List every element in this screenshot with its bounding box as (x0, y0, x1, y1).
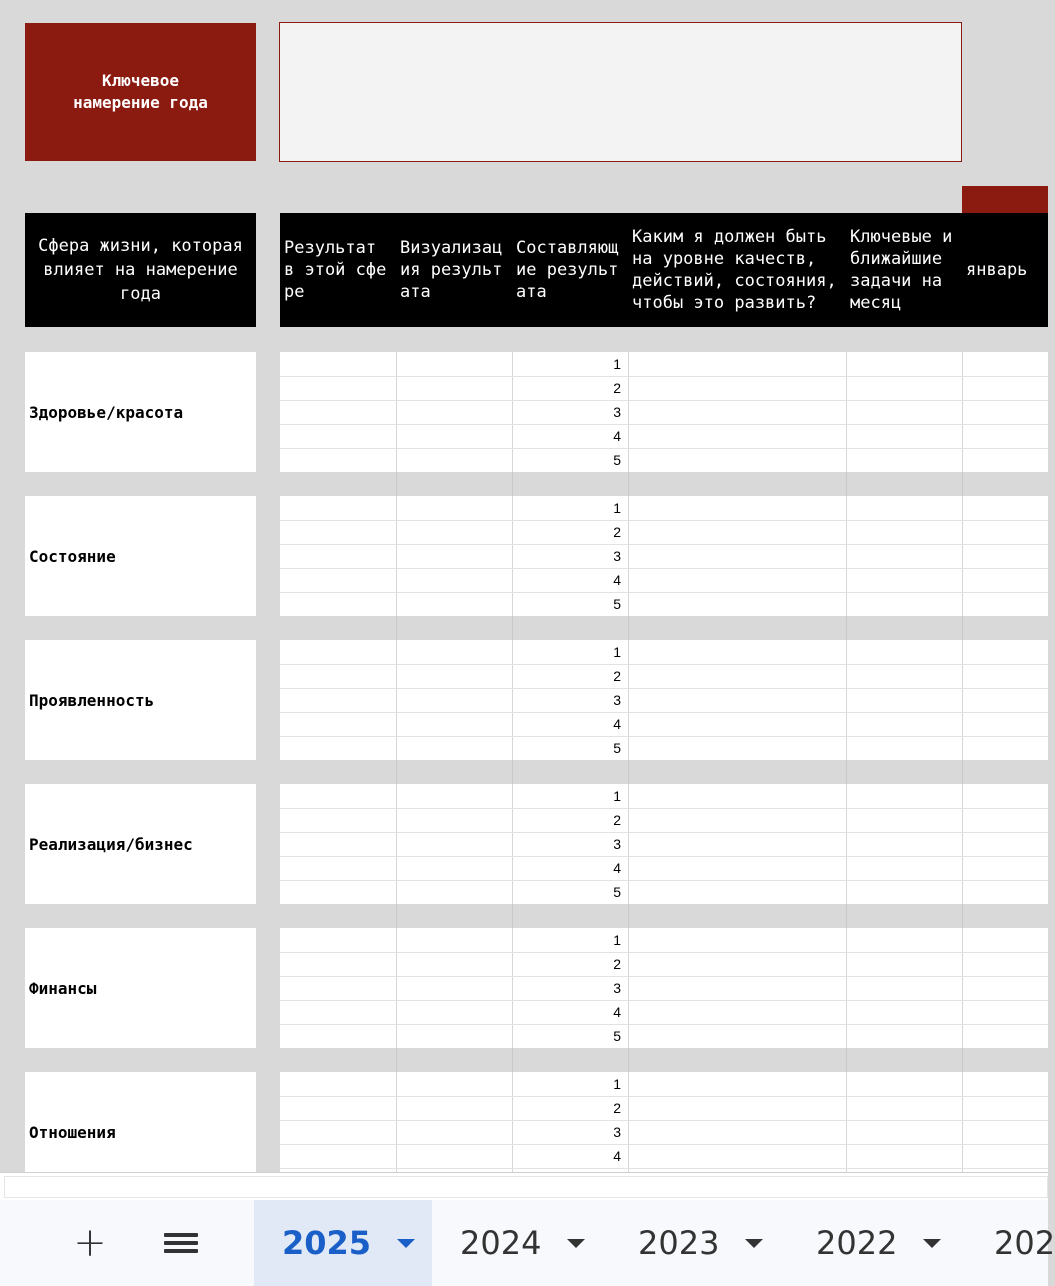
key-intention-label: Ключевое намерение года (25, 23, 256, 161)
sphere-label[interactable]: Состояние (25, 496, 256, 616)
row-gridline (280, 1024, 1048, 1025)
row-number-cell[interactable]: 2 (613, 956, 621, 972)
hamburger-menu-icon[interactable] (156, 1200, 206, 1286)
row-number-cell[interactable]: 5 (613, 884, 621, 900)
row-gridline (280, 544, 1048, 545)
row-gridline (280, 808, 1048, 809)
row-gridline (280, 1120, 1048, 1121)
column-gridline (512, 904, 513, 928)
sphere-grid-block[interactable] (280, 640, 1048, 760)
row-gridline (280, 424, 1048, 425)
column-gridline (628, 784, 629, 904)
column-gridline (846, 760, 847, 784)
row-number-cell[interactable]: 2 (613, 380, 621, 396)
column-gridline (962, 1048, 963, 1072)
sheet-tab-partial[interactable] (966, 1200, 1055, 1286)
column-gridline (396, 496, 397, 616)
sheet-tab-label: 2023 (638, 1224, 720, 1262)
column-gridline (396, 472, 397, 496)
column-gridline (396, 1048, 397, 1072)
row-gridline (280, 736, 1048, 737)
chevron-down-icon[interactable] (923, 1239, 941, 1248)
row-number-cell[interactable]: 3 (613, 692, 621, 708)
horizontal-scrollbar[interactable] (4, 1176, 1048, 1198)
row-gridline (280, 688, 1048, 689)
column-gridline (962, 760, 963, 784)
column-gridline (846, 496, 847, 616)
sphere-label[interactable]: Финансы (25, 928, 256, 1048)
month-group-header-bar (962, 186, 1048, 213)
row-number-cell[interactable]: 5 (613, 596, 621, 612)
row-number-cell[interactable]: 3 (613, 980, 621, 996)
column-gridline (846, 784, 847, 904)
column-gridline (396, 352, 397, 472)
sheet-tab-2022[interactable] (788, 1200, 966, 1286)
sheet-tab-label: 2024 (460, 1224, 542, 1262)
sphere-label[interactable]: Здоровье/красота (25, 352, 256, 472)
column-gridline (628, 760, 629, 784)
row-number-cell[interactable]: 5 (613, 1028, 621, 1044)
chevron-down-icon[interactable] (397, 1239, 415, 1248)
column-header-components: Составляющие результата (516, 238, 619, 302)
row-gridline (280, 832, 1048, 833)
row-number-cell[interactable]: 1 (613, 1076, 621, 1092)
row-number-cell[interactable]: 3 (613, 836, 621, 852)
row-gridline (280, 952, 1048, 953)
sheet-tab-label: 2025 (282, 1224, 372, 1262)
column-gridline (512, 1048, 513, 1072)
column-gridline (396, 904, 397, 928)
row-gridline (280, 664, 1048, 665)
row-number-cell[interactable]: 1 (613, 500, 621, 516)
column-gridline (962, 904, 963, 928)
separator-row (280, 760, 1048, 784)
column-gridline (962, 928, 963, 1048)
column-gridline (396, 616, 397, 640)
row-gridline (280, 976, 1048, 977)
sphere-label[interactable]: Проявленность (25, 640, 256, 760)
column-gridline (396, 640, 397, 760)
sheet-tab-2023[interactable] (610, 1200, 788, 1286)
row-number-cell[interactable]: 4 (613, 860, 621, 876)
row-number-cell[interactable]: 3 (613, 548, 621, 564)
row-number-cell[interactable]: 1 (613, 788, 621, 804)
column-gridline (962, 640, 963, 760)
row-gridline (280, 400, 1048, 401)
column-gridline (396, 760, 397, 784)
row-gridline (280, 1000, 1048, 1001)
row-number-cell[interactable]: 2 (613, 668, 621, 684)
column-gridline (396, 928, 397, 1048)
separator-row (280, 1048, 1048, 1072)
column-gridline (846, 928, 847, 1048)
row-number-cell[interactable]: 4 (613, 1004, 621, 1020)
chevron-down-icon[interactable] (745, 1239, 763, 1248)
row-gridline (280, 448, 1048, 449)
column-gridline (846, 616, 847, 640)
column-gridline (628, 1048, 629, 1072)
column-gridline (846, 904, 847, 928)
column-gridline (512, 472, 513, 496)
row-gridline (280, 376, 1048, 377)
separator-row (280, 472, 1048, 496)
row-number-cell[interactable]: 4 (613, 1148, 621, 1164)
row-number-cell[interactable]: 3 (613, 404, 621, 420)
sphere-label[interactable]: Реализация/бизнес (25, 784, 256, 904)
column-gridline (628, 472, 629, 496)
separator-row (280, 904, 1048, 928)
column-header-qualities: Каким я должен быть на уровне качеств, действий, состояния, чтобы это развить? (632, 227, 837, 313)
row-number-cell[interactable]: 2 (613, 524, 621, 540)
column-gridline (628, 496, 629, 616)
column-gridline (628, 928, 629, 1048)
column-gridline (628, 640, 629, 760)
row-gridline (280, 1096, 1048, 1097)
row-gridline (280, 1168, 1048, 1169)
row-number-cell[interactable]: 2 (613, 1100, 621, 1116)
row-gridline (280, 520, 1048, 521)
row-number-cell[interactable]: 1 (613, 356, 621, 372)
column-header-tasks: Ключевые и ближайшие задачи на месяц (850, 227, 953, 313)
plus-icon[interactable]: + (73, 1220, 107, 1266)
column-gridline (512, 760, 513, 784)
column-gridline (512, 616, 513, 640)
sphere-column-header: Сфера жизни, которая влияет на намерение года (25, 213, 256, 327)
sheet-tab-label: 2022 (816, 1224, 898, 1262)
column-gridline (846, 472, 847, 496)
column-gridline (846, 352, 847, 472)
sphere-grid-block[interactable] (280, 352, 1048, 472)
column-header-january: январь (966, 260, 1028, 280)
column-gridline (396, 784, 397, 904)
row-number-cell[interactable]: 4 (613, 428, 621, 444)
sheet-tab-2025[interactable] (254, 1200, 432, 1286)
column-header-result: Результат в этой сфере (284, 238, 387, 302)
row-number-cell[interactable]: 1 (613, 644, 621, 660)
row-gridline (280, 712, 1048, 713)
column-gridline (962, 472, 963, 496)
row-number-cell[interactable]: 4 (613, 572, 621, 588)
column-header-visualization: Визуализация результата (400, 238, 503, 302)
row-gridline (280, 1144, 1048, 1145)
row-number-cell[interactable]: 2 (613, 812, 621, 828)
column-gridline (628, 352, 629, 472)
column-gridline (962, 496, 963, 616)
row-number-cell[interactable]: 5 (613, 452, 621, 468)
row-gridline (280, 592, 1048, 593)
row-number-cell[interactable]: 1 (613, 932, 621, 948)
sphere-grid-block[interactable] (280, 496, 1048, 616)
chevron-down-icon[interactable] (567, 1239, 585, 1248)
column-gridline (846, 640, 847, 760)
column-gridline (628, 904, 629, 928)
column-gridline (962, 352, 963, 472)
row-number-cell[interactable]: 4 (613, 716, 621, 732)
key-intention-input[interactable] (279, 22, 962, 162)
separator-row (280, 616, 1048, 640)
row-gridline (280, 568, 1048, 569)
column-gridline (962, 616, 963, 640)
row-gridline (280, 856, 1048, 857)
column-gridline (628, 616, 629, 640)
table-header-row (280, 213, 1048, 327)
sphere-grid-block[interactable] (280, 784, 1048, 904)
column-gridline (962, 784, 963, 904)
sphere-label[interactable]: Отношения (25, 1072, 256, 1192)
sheet-tab-2024[interactable] (432, 1200, 610, 1286)
row-number-cell[interactable]: 3 (613, 1124, 621, 1140)
sheet-tab-label: 202 (994, 1224, 1055, 1262)
sphere-grid-block[interactable] (280, 928, 1048, 1048)
column-gridline (846, 1048, 847, 1072)
row-number-cell[interactable]: 5 (613, 740, 621, 756)
row-gridline (280, 880, 1048, 881)
